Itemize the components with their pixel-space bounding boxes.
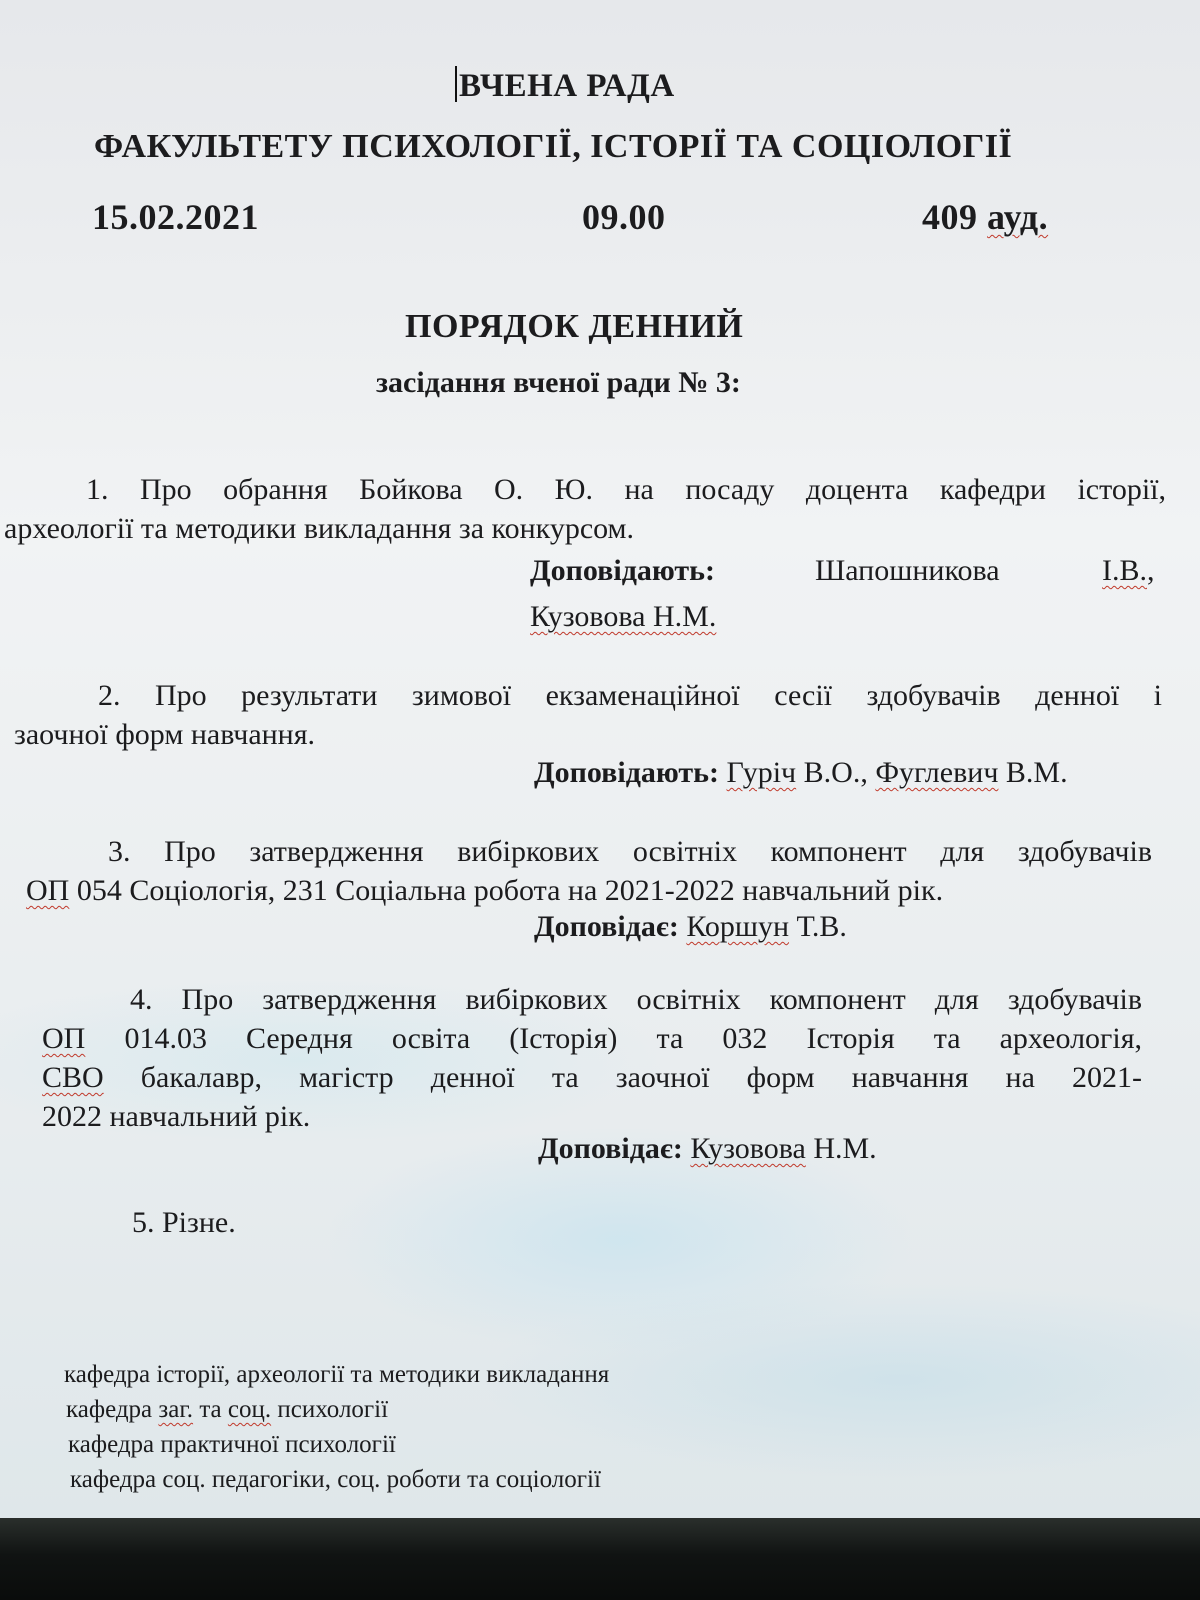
agenda-item-5: 5. Різне. — [132, 1206, 236, 1239]
agenda-subtitle: засідання вченої ради № 3: — [376, 366, 741, 399]
department-2: кафедра заг. та соц. психології — [66, 1396, 389, 1423]
agenda-item-2: 2. Про результати зимової екзаменаційної сесії здобувачів денної і заочної форм навчання. — [14, 679, 1162, 751]
agenda-item-1: 1. Про обрання Бойкова О. Ю. на посаду доцента кафедри історії, археології та методики викладання за конкурсом. — [4, 473, 1166, 545]
item-1-speaker-b: І.В., — [1102, 554, 1155, 587]
meeting-time: 09.00 — [582, 197, 666, 237]
agenda-item-3: 3. Про затвердження вибіркових освітніх компонент для здобувачів ОП 054 Соціологія, 231 Соціальна робота на 2021-2022 навчальний рік. — [26, 835, 1152, 907]
item-1-speakers-label: Доповідають: — [530, 554, 716, 587]
meeting-room: 409 ауд. — [922, 197, 1049, 237]
item-3-speaker: Доповідає: Коршун Т.В. — [534, 910, 847, 943]
monitor-bezel — [0, 1518, 1200, 1600]
meeting-date: 15.02.2021 — [92, 197, 259, 237]
item-1-speaker-a: Шапошникова — [815, 554, 1000, 587]
faculty-title: ФАКУЛЬТЕТУ ПСИХОЛОГІЇ, ІСТОРІЇ ТА СОЦІОЛОГІЇ — [94, 128, 1013, 165]
council-title: ВЧЕНА РАДА — [455, 66, 675, 105]
agenda-item-4: 4. Про затвердження вибіркових освітніх компонент для здобувачів ОП 014.03 Середня освіта (Історія) та 032 Історія та археологія, СВО бакалавр, магістр денної та заочної форм навчання на 2021- 2022 навчальний рік. — [42, 983, 1142, 1133]
department-4: кафедра соц. педагогіки, соц. роботи та соціології — [70, 1466, 601, 1493]
item-4-speaker: Доповідає: Кузовова Н.М. — [538, 1132, 877, 1165]
item-2-speakers: Доповідають: Гуріч В.О., Фуглевич В.М. — [534, 756, 1068, 789]
department-3: кафедра практичної психології — [68, 1431, 396, 1458]
text-cursor — [455, 66, 457, 102]
item-1-speaker-c: Кузовова Н.М. — [530, 600, 717, 633]
agenda-title: ПОРЯДОК ДЕННИЙ — [405, 308, 744, 345]
department-1: кафедра історії, археології та методики викладання — [64, 1361, 610, 1388]
